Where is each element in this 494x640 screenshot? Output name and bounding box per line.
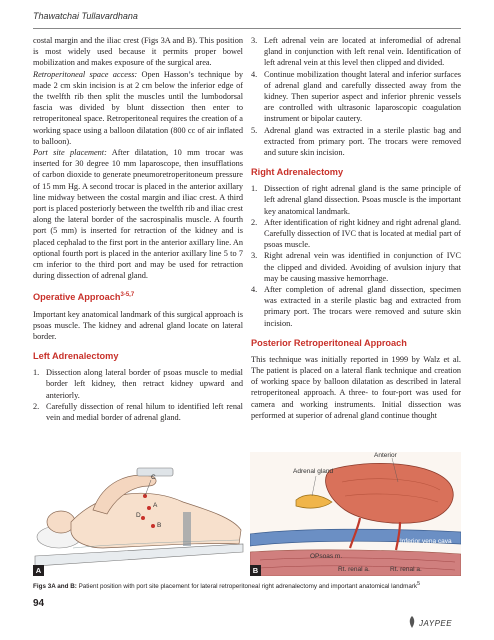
publisher-logo-icon xyxy=(407,615,417,629)
paragraph: Important key anatomical landmark of this surgical approach is psoas muscle. The kidney and adrenal gland locate on lateral border. xyxy=(33,309,243,341)
numbered-list xyxy=(251,35,461,158)
figure-panel-b xyxy=(250,452,461,576)
label-inferior-vena-cava: Inferior vena cava xyxy=(400,538,452,545)
numbered-list xyxy=(33,367,243,423)
list-item: 3. Left adrenal vein are located at inferomedial of adrenal gland in conjunction with left renal vein. Identification of left adrenal vein at this level then clipped and divided. xyxy=(251,36,461,68)
label-anterior: Anterior xyxy=(374,452,397,459)
list-item: 2. Carefully dissection of renal hilum to identified left renal vein and medial border of adrenal gland. xyxy=(33,401,243,422)
section-heading: Posterior Retroperitoneal Approach xyxy=(251,337,407,348)
anatomy-illustration xyxy=(250,452,461,576)
left-column xyxy=(33,35,243,423)
label-renal-artery: Rt. renal a. xyxy=(338,566,370,573)
label-adrenal-gland: Adrenal gland xyxy=(293,468,334,475)
list-item: 1. Dissection along lateral border of psoas muscle to medial border left kidney, then retract kidney upward and anteriorly. xyxy=(33,368,243,400)
list-item: 1. Dissection of right adrenal gland is the same principle of left adrenal gland dissection. Psoas muscle is the important key anatomical landmark. xyxy=(251,184,461,216)
panel-label-b: B xyxy=(250,565,261,576)
paragraph: Retroperitoneal space access: Open Hasson’s technique by made 2 cm skin incision is at 2 cm below the inferior edge of the twelfth rib then split the muscles until the lumbodorsal fascia was divided by blunt dissection then enter to retroperitoneal space. Retroperitoneal requires the creation of a working space using a balloon dilatation (800 cc of air inflated to balloon). xyxy=(33,69,244,146)
paragraph: costal margin and the iliac crest (Figs 3A and B). This position is most widely used because it permits proper bowel mobilization and makes exposure of the surgical area. xyxy=(33,36,243,68)
run-in-heading: Port site placement: xyxy=(33,148,107,158)
paragraph: This technique was initially reported in 1999 by Walz et al. The patient is placed on a lateral flank technique and creation of working space by balloon dilatation as described in lateral retroperitoneal approach. A three- to four-port was used for camera and working instruments. Initial dissection was performed at superior of adrenal gland continue thought xyxy=(251,354,461,420)
paragraph: Port site placement: After dilatation, 10 mm trocar was inserted for 30 degree 10 mm laparoscope, then insufflations of carbon dioxide to generate pneumoretroperitoneum pressure of 15 mm Hg. A second trocar is placed in the anterior axillary line midway between the costal margin and iliac crest. A third port is placed posteriorly between the twelfth rib and iliac crest along the lateral border of the sacrospinalis muscle. A fourth port (5 mm) is inserted for retraction of the kidney and is placed cephalad to the first port in the anterior axillary line. An optional fourth port is placed in the anterior axillary line 5 to 7 cm inferior to the third port and may be used for retraction during dissection of adrenal gland. xyxy=(33,148,243,281)
label-psoas-muscle: OPsoas m. xyxy=(310,553,343,560)
list-item: 2. After identification of right kidney and right adrenal gland. Carefully dissection of IVC that is located at medial part of psoas muscle. xyxy=(251,217,461,250)
figure xyxy=(33,452,461,578)
port-label-d: D xyxy=(136,512,141,519)
list-item: 3. Right adrenal vein was identified in conjunction of IVC the clipped and divided. Avoiding of avulsion injury that may be causing massive hemorrhage. xyxy=(251,251,461,283)
list-item: 4. Continue mobilization thought lateral and inferior surfaces of adrenal gland and carefully dissected away from the kidney. Then superior aspect and inferior phrenic vessels are controlled with ultrasonic laparoscopic coagulation instrument or bipolar cautery. xyxy=(251,69,461,124)
page-number: 94 xyxy=(33,598,45,609)
running-header: Thawatchai Tullavardhana xyxy=(33,11,138,21)
numbered-list xyxy=(251,183,461,329)
header-rule xyxy=(33,28,461,29)
publisher-name: JAYPEE xyxy=(419,619,453,628)
figure-caption: Figs 3A and B: Patient position with port site placement for lateral retroperitoneal right adrenalectomy and important anatomical landmark$^5$ xyxy=(33,581,420,591)
right-column xyxy=(251,35,461,421)
port-label-b: B xyxy=(157,522,162,529)
section-heading: Right Adrenalectomy xyxy=(251,167,344,178)
label-renal-artery: Rt. renal a. xyxy=(390,566,422,573)
run-in-heading: Retroperitoneal space access: xyxy=(33,69,138,79)
list-item: 4. After completion of adrenal gland dissection, specimen was extracted in a sterile plastic bag and extracted from primary port. The trocars were removed and suture skin incision. xyxy=(251,285,461,328)
list-item: 5. Adrenal gland was extracted in a sterile plastic bag and extracted from primary port. The trocars were removed and suture skin incision. xyxy=(251,125,461,158)
section-heading: Operative Approach$^{3-5,7}$ xyxy=(33,292,135,303)
panel-label-a: A xyxy=(33,565,44,576)
section-heading: Left Adrenalectomy xyxy=(33,351,119,362)
port-label-c: C xyxy=(151,474,156,481)
port-label-a: A xyxy=(153,502,158,509)
figure-panel-a xyxy=(33,452,245,576)
